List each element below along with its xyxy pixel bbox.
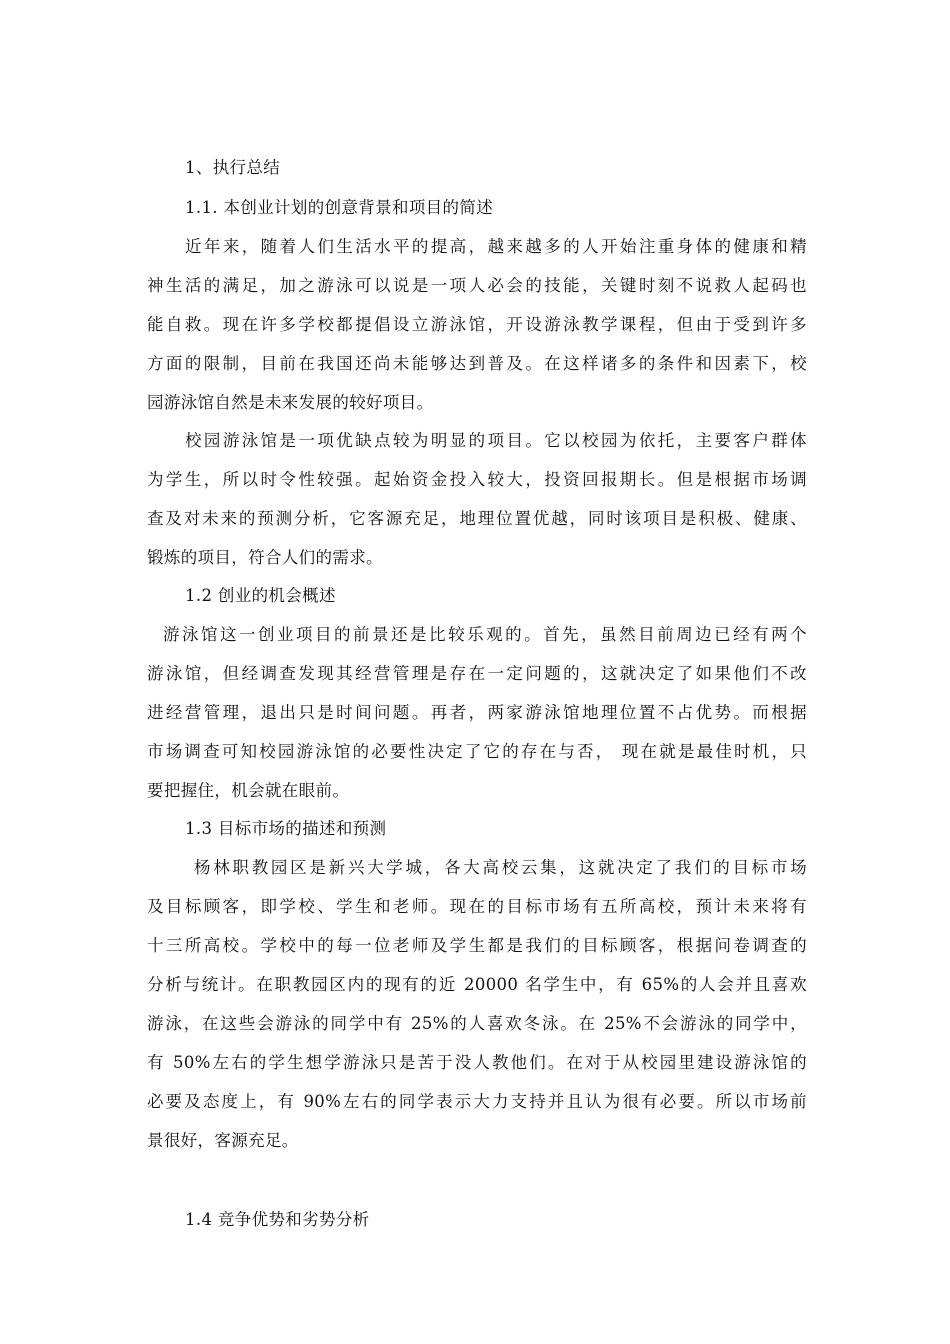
- paragraph-line: 为学生，所以时令性较强。起始资金投入较大，投资回报期长。但是根据市场调: [147, 470, 807, 489]
- paragraph-line: 查及对未来的预测分析，它客源充足，地理位置优越，同时该项目是积极、健康、: [147, 509, 807, 528]
- paragraph-line: 必要及态度上，有 90%左右的同学表示大力支持并且认为很有必要。所以市场前: [147, 1092, 807, 1111]
- paragraph-line: 及目标顾客，即学校、学生和老师。现在的目标市场有五所高校，预计未来将有: [147, 897, 807, 916]
- paragraph-line: 进经营管理，退出只是时间问题。再者，两家游泳馆地理位置不占优势。而根据: [147, 703, 807, 722]
- paragraph-line: 分析与统计。在职教园区内的现有的近 20000 名学生中，有 65%的人会并且喜欢: [147, 975, 807, 994]
- paragraph-line: 景很好，客源充足。: [147, 1131, 299, 1150]
- section-title-1-2: 1.2 创业的机会概述: [185, 586, 336, 605]
- paragraph-line: 有 50%左右的学生想学游泳只是苦于没人教他们。在对于从校园里建设游泳馆的: [147, 1053, 807, 1072]
- paragraph-line: 园游泳馆自然是未来发展的较好项目。: [147, 393, 434, 412]
- paragraph-line: 市场调查可知校园游泳馆的必要性决定了它的存在与否， 现在就是最佳时机，只: [147, 742, 807, 761]
- section-title-1-3: 1.3 目标市场的描述和预测: [185, 819, 387, 838]
- heading-executive-summary: 1、执行总结: [185, 158, 281, 177]
- paragraph-line: 游泳馆，但经调查发现其经营管理是存在一定问题的，这就决定了如果他们不改: [147, 664, 807, 683]
- paragraph-line: 方面的限制，目前在我国还尚未能够达到普及。在这样诸多的条件和因素下，校: [147, 354, 807, 373]
- paragraph-line: 能自救。现在许多学校都提倡设立游泳馆，开设游泳教学课程，但由于受到许多: [147, 315, 807, 334]
- paragraph-line: 锻炼的项目，符合人们的需求。: [147, 548, 383, 567]
- paragraph-line: 游泳，在这些会游泳的同学中有 25%的人喜欢冬泳。在 25%不会游泳的同学中，: [147, 1014, 807, 1033]
- paragraph-line: 杨林职教园区是新兴大学城，各大高校云集，这就决定了我们的目标市场: [194, 858, 807, 877]
- paragraph-line: 游泳馆这一创业项目的前景还是比较乐观的。首先，虽然目前周边已经有两个: [163, 625, 807, 644]
- paragraph-line: 校园游泳馆是一项优缺点较为明显的项目。它以校园为依托，主要客户群体: [185, 431, 807, 450]
- section-title-1-1: 1.1. 本创业计划的创意背景和项目的简述: [185, 198, 494, 217]
- paragraph-line: 十三所高校。学校中的每一位老师及学生都是我们的目标顾客，根据问卷调查的: [147, 936, 807, 955]
- paragraph-line: 神生活的满足，加之游泳可以说是一项人必会的技能，关键时刻不说救人起码也: [147, 276, 807, 295]
- section-title-1-4: 1.4 竞争优势和劣势分析: [185, 1210, 370, 1229]
- paragraph-line: 近年来，随着人们生活水平的提高，越来越多的人开始注重身体的健康和精: [185, 237, 807, 256]
- paragraph-line: 要把握住，机会就在眼前。: [147, 781, 350, 800]
